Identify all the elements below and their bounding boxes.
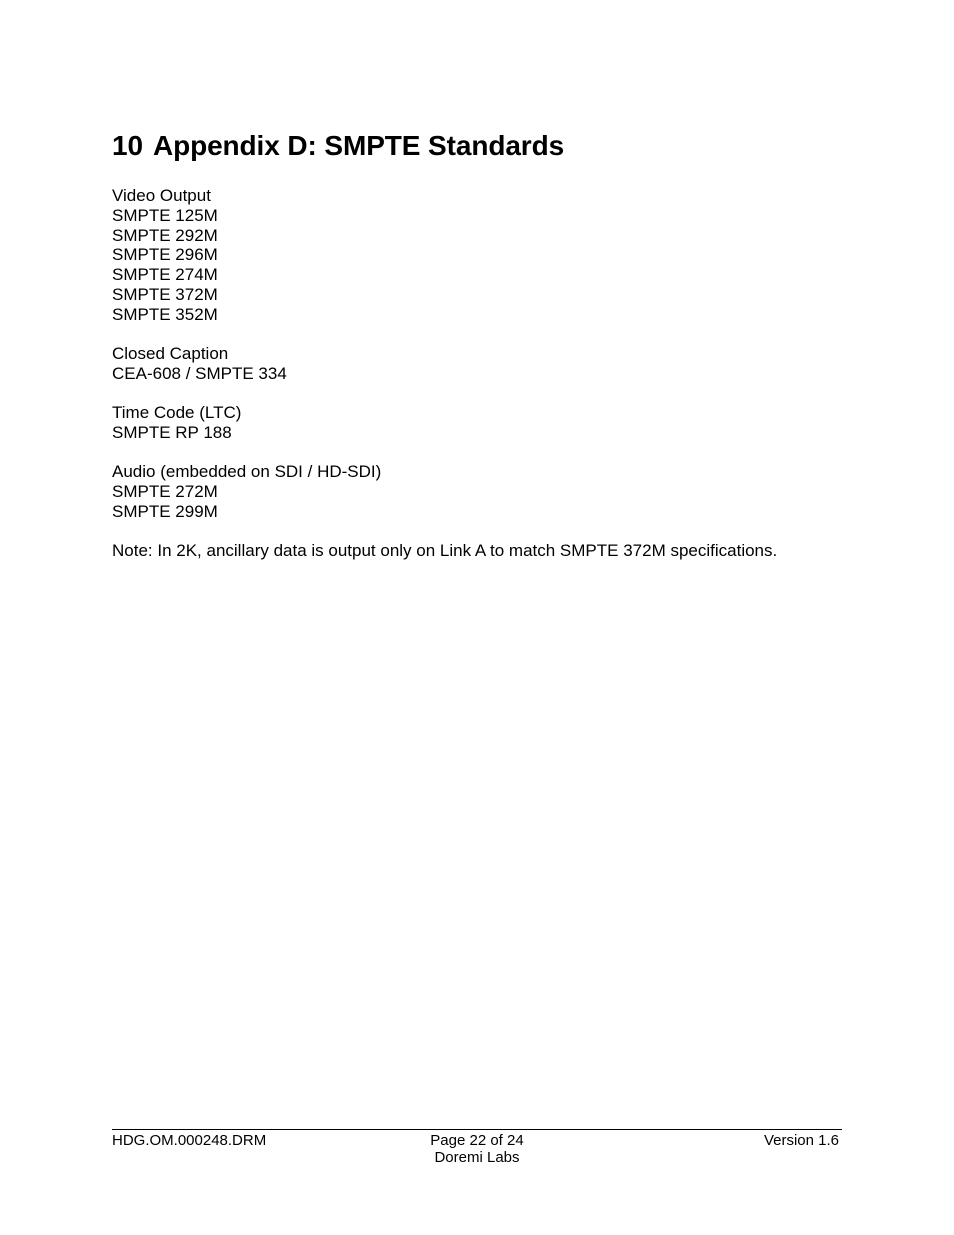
section-heading: Time Code (LTC) <box>112 403 242 423</box>
audio-section <box>112 462 842 521</box>
list-item: SMPTE 274M <box>112 265 218 285</box>
document-id: HDG.OM.000248.DRM <box>112 1132 267 1149</box>
page-title <box>112 128 842 164</box>
page-footer <box>112 1129 842 1172</box>
video-output-section <box>112 186 842 325</box>
section-heading: Video Output <box>112 186 211 205</box>
list-item: SMPTE 372M <box>112 284 218 304</box>
closed-caption-section <box>112 344 842 384</box>
list-item: SMPTE 125M <box>112 205 218 225</box>
list-item: SMPTE 292M <box>112 225 218 245</box>
page-number: Page 22 of 24 <box>430 1132 524 1149</box>
list-item: SMPTE RP 188 <box>112 422 232 442</box>
footer-row <box>112 1132 842 1172</box>
version-label: Version 1.6 <box>763 1132 839 1149</box>
time-code-section <box>112 403 842 443</box>
list-item: SMPTE 272M <box>112 482 218 502</box>
section-heading: Closed Caption <box>112 344 229 364</box>
list-item: CEA-608 / SMPTE 334 <box>112 363 287 383</box>
section-title: Appendix D: SMPTE Standards <box>152 130 565 161</box>
section-number: 10 <box>112 130 143 161</box>
list-item: SMPTE 296M <box>112 245 218 265</box>
list-item: SMPTE 352M <box>112 304 218 324</box>
note-text: Note: In 2K, ancillary data is output only on Link A to match SMPTE 372M specifications. <box>112 541 778 561</box>
section-heading: Audio (embedded on SDI / HD-SDI) <box>112 462 382 482</box>
page-body <box>112 128 842 561</box>
company-name: Doremi Labs <box>434 1149 520 1166</box>
footer-center <box>430 1132 523 1166</box>
list-item: SMPTE 299M <box>112 501 218 521</box>
